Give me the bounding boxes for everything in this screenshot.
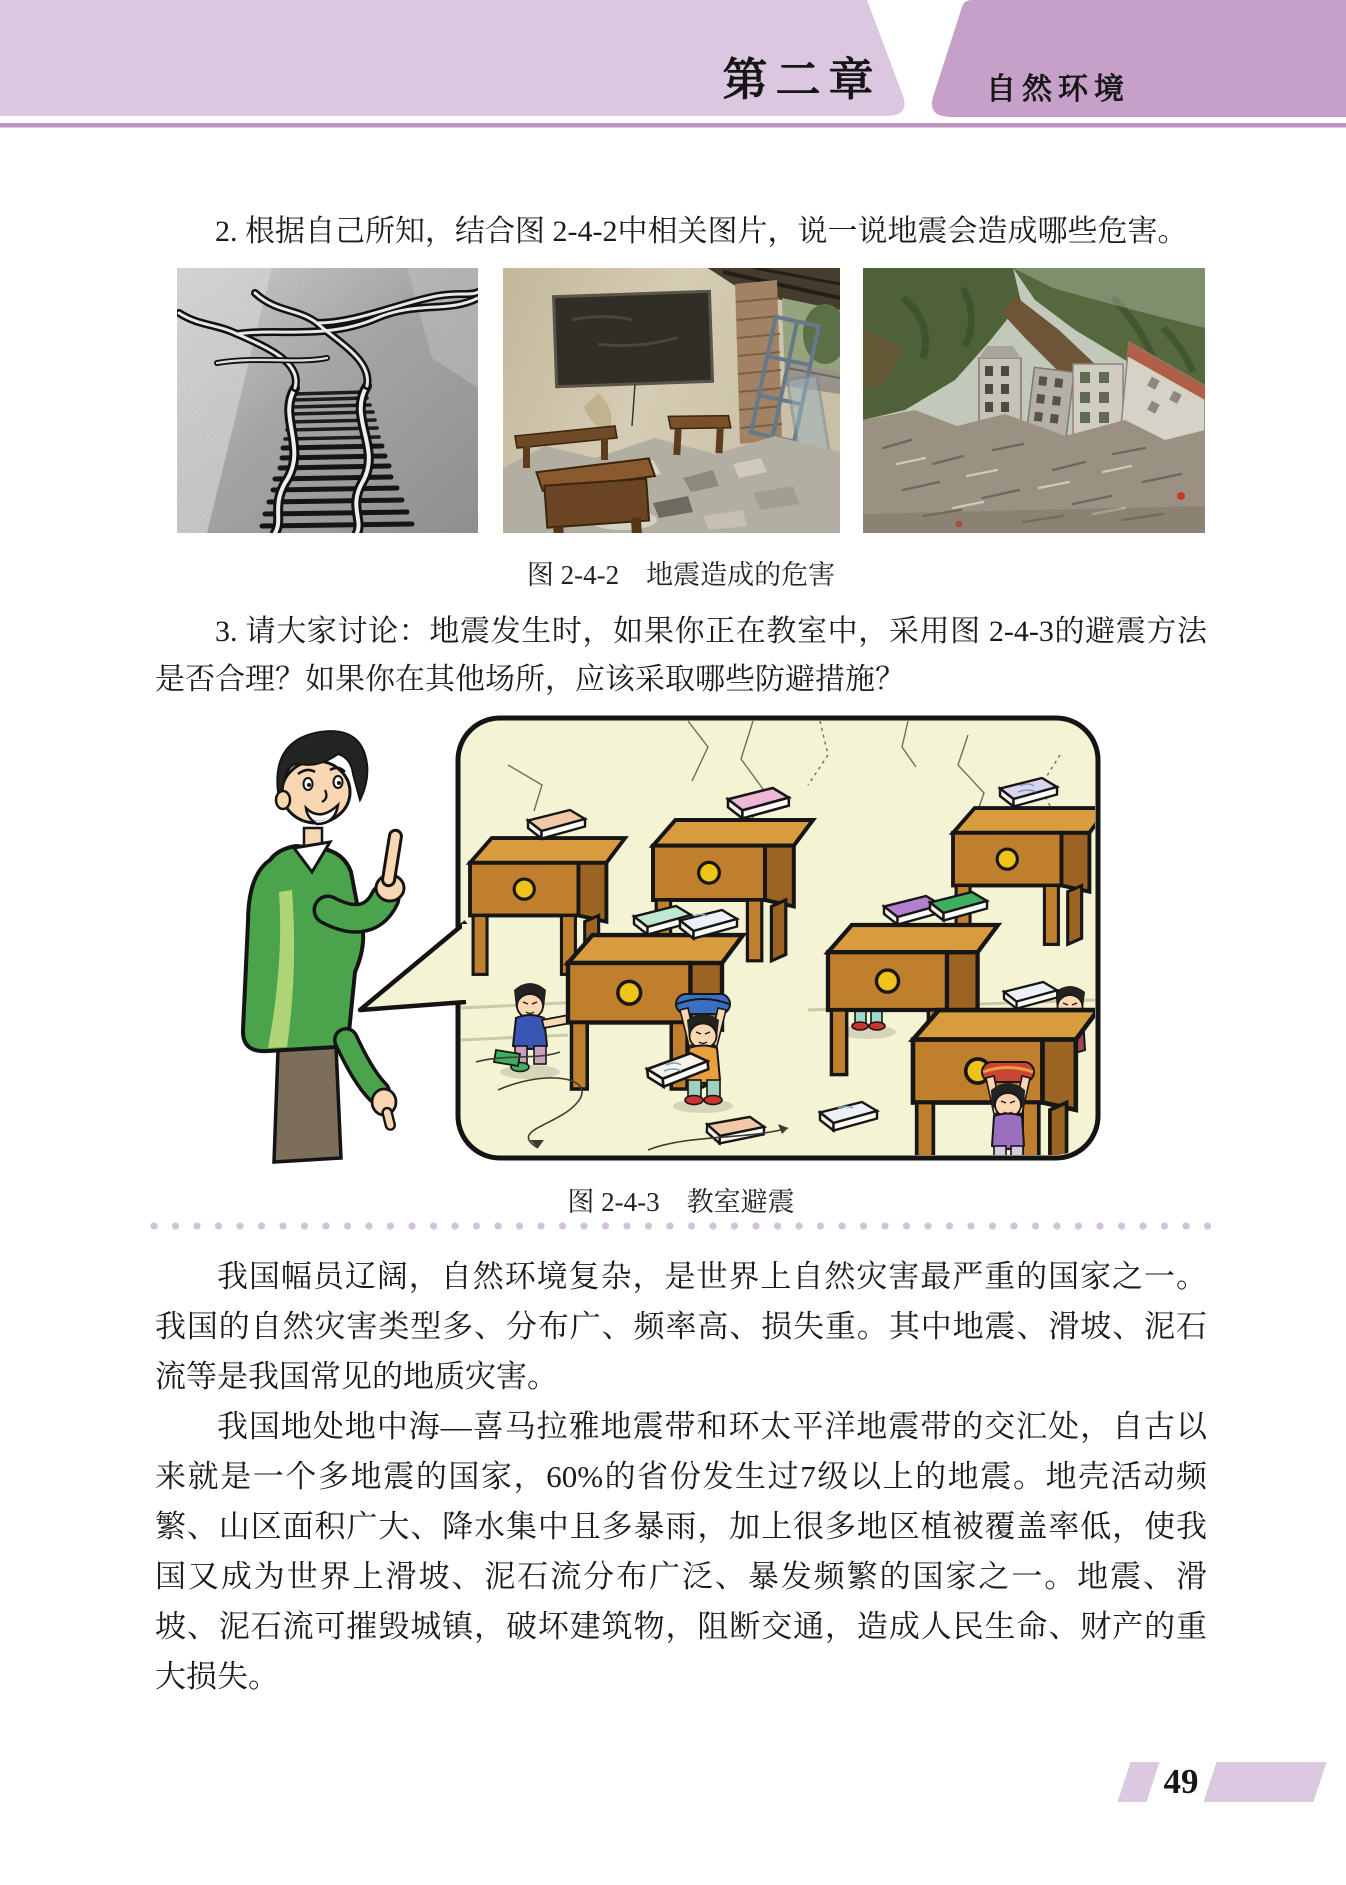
question-2-text: 2. 根据自己所知，结合图 2-4-2中相关图片，说一说地震会造成哪些危害。 <box>215 215 1188 248</box>
figure-caption-2-4-3: 图 2-4-3 教室避震 <box>567 1187 795 1217</box>
header-band <box>0 0 1346 132</box>
body-paragraph-1: 我国幅员辽阔，自然环境复杂，是世界上自然灾害最严重的国家之一。我国的自然灾害类型多、分布广、频率高、损失重。其中地震、滑坡、泥石流等是我国常见的地质灾害。 <box>155 1259 1207 1394</box>
blackboard <box>554 291 713 386</box>
broken-desk <box>536 458 659 533</box>
photo-collapsed-buildings <box>863 268 1205 533</box>
photo-destroyed-classroom <box>503 268 840 533</box>
teacher-illustration <box>243 731 404 1162</box>
header-rule <box>0 123 1346 128</box>
chapter-title: 第二章 <box>722 53 882 106</box>
footer-decor-bar <box>1204 1762 1327 1802</box>
section-title: 自然环境 <box>986 72 1130 107</box>
dotted-divider <box>150 1221 1212 1231</box>
body-paragraph-2: 我国地处地中海—喜马拉雅地震带和环太平洋地震带的交汇处，自古以来就是一个多地震的国家，60%的省份发生过7级以上的地震。地壳活动频繁、山区面积广大、降水集中且多暴雨，加上很多地区植被覆盖率低，使我国又成为世界上滑坡、泥石流分布广泛、暴发频繁的国家之一。地震、滑坡、泥石流可摧毁城镇，破坏建筑物，阻断交通，造成人民生命、财产的重大损失。 <box>155 1409 1207 1694</box>
speech-bubble-classroom-scene <box>360 718 1108 1170</box>
photo-twisted-railway <box>177 268 478 533</box>
figure-caption-2-4-2: 图 2-4-2 地震造成的危害 <box>526 560 836 590</box>
page-number: 49 <box>1163 1762 1199 1801</box>
figure-classroom-earthquake-drill <box>208 710 1113 1170</box>
question-3-text: 3. 请大家讨论：地震发生时，如果你正在教室中，采用图 2-4-3的避震方法是否合理？如果你在其他场所，应该采取哪些防避措施？ <box>155 615 1207 696</box>
